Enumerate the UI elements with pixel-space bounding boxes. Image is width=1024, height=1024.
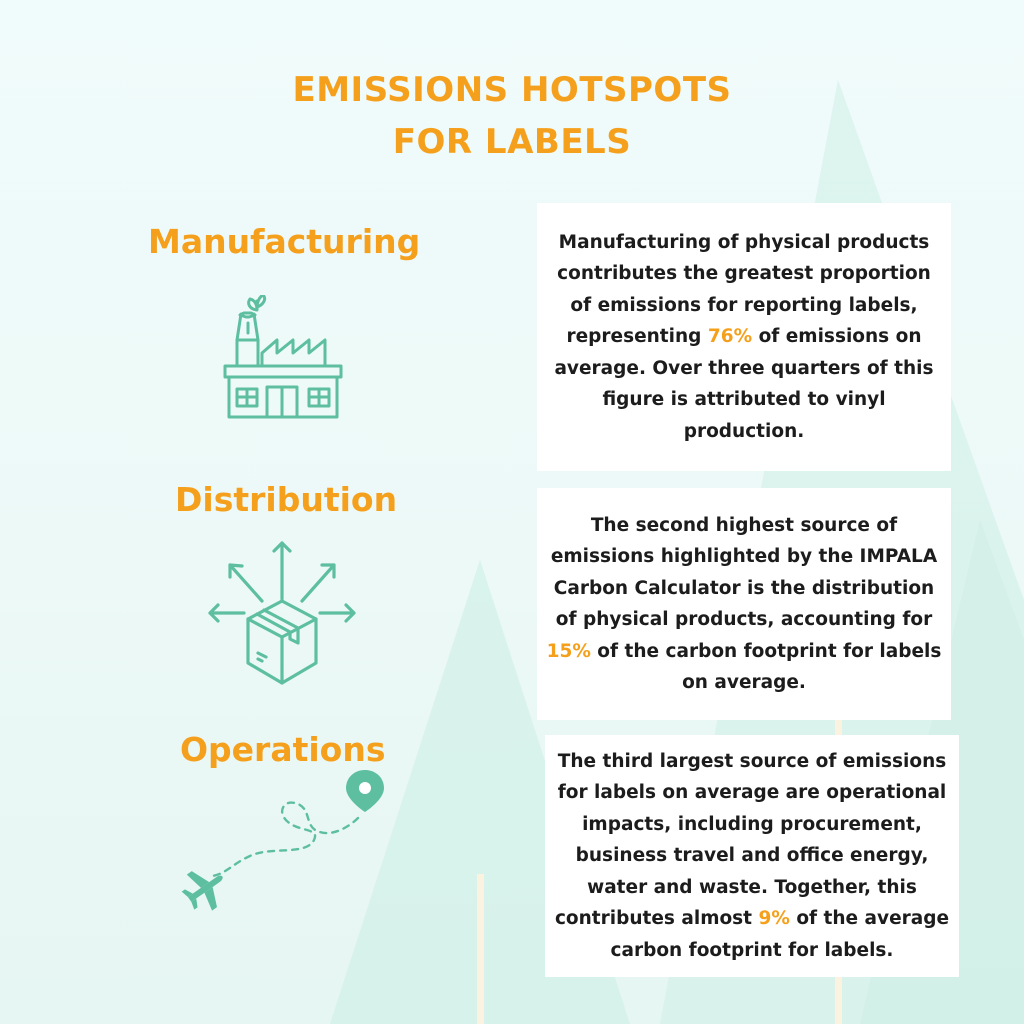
- operations-heading: Operations: [180, 730, 386, 769]
- operations-percent: 9%: [758, 908, 790, 930]
- operations-card: [545, 735, 959, 977]
- manufacturing-percent: 76%: [707, 326, 753, 348]
- page-title: [212, 64, 812, 168]
- manufacturing-heading: Manufacturing: [148, 222, 421, 261]
- factory-icon: [215, 295, 345, 425]
- distribution-card: [537, 488, 951, 720]
- package-arrows-icon: [204, 537, 359, 687]
- manufacturing-card: [537, 203, 951, 471]
- distribution-percent: 15%: [546, 640, 591, 662]
- distribution-text: The second highest source of emissions highlighted by the IMPALA Carbon Calculator is the distribution of physical products, accounting for 15% of the carbon footprint for labels on average.: [546, 514, 942, 693]
- distribution-heading: Distribution: [175, 480, 398, 519]
- title-line-1: EMISSIONS HOTSPOTS: [292, 70, 732, 110]
- manufacturing-text: Manufacturing of physical products contributes the greatest proportion of emissions for reporting labels, representing 76% of emissions on average. Over three quarters of this figure is attributed to vinyl production.: [554, 231, 934, 442]
- airplane-route-icon: [180, 770, 395, 915]
- title-line-2: FOR LABELS: [392, 122, 632, 162]
- operations-text: The third largest source of emissions for labels on average are operational impacts, including procurement, business travel and office energy, water and waste. Together, this contributes almost 9% of the average carbon footprint for labels.: [554, 750, 950, 961]
